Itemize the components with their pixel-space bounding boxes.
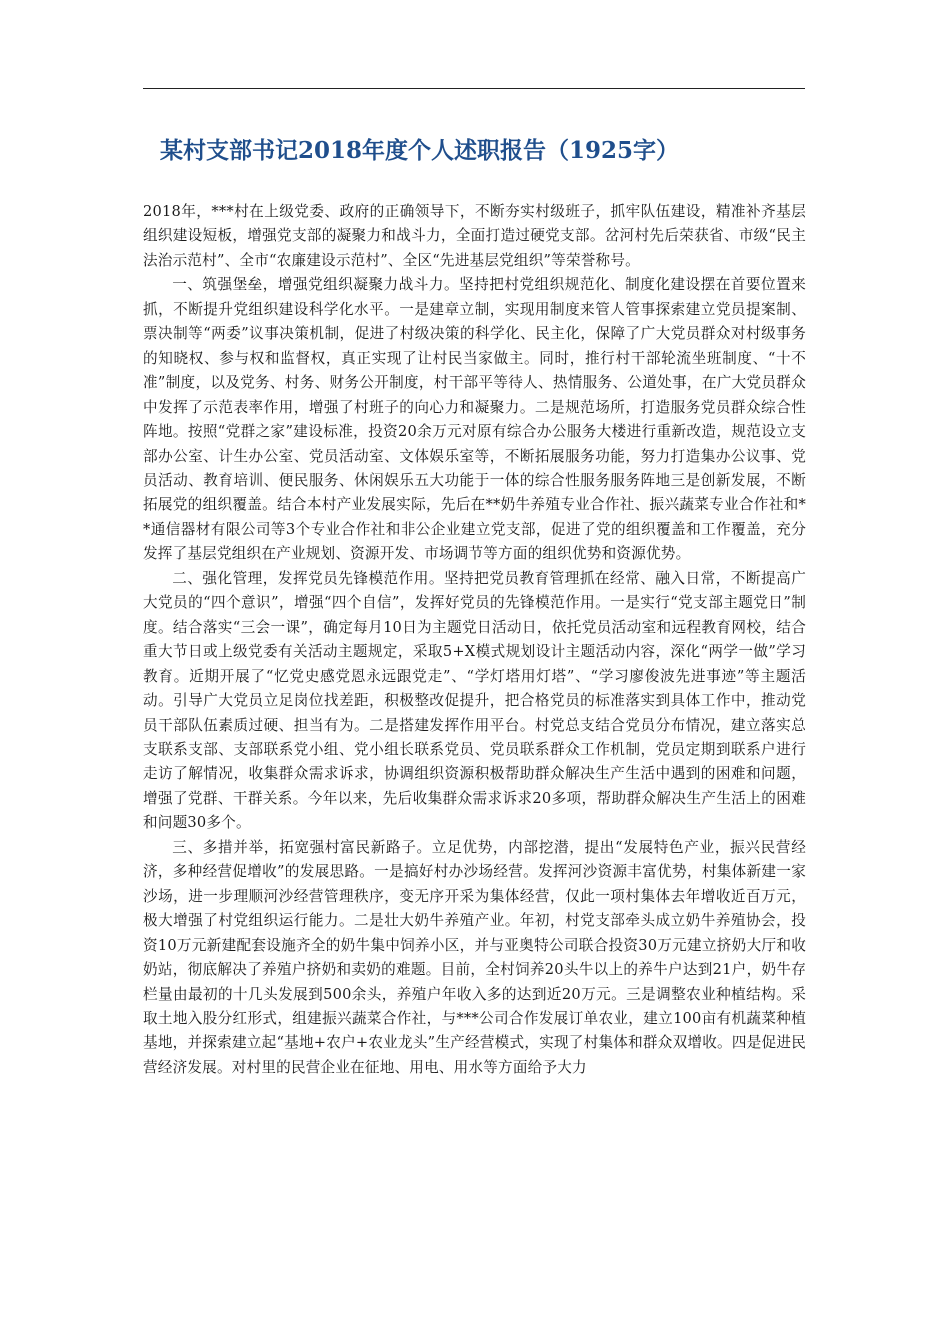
section-one-paragraph: 一、筑强堡垒，增强党组织凝聚力战斗力。坚持把村党组织规范化、制度化建设摆在首要位置来抓，不断提升党组织建设科学化水平。一是建章立制，实现用制度来管人管事探索建立党员提案制、票决制等“两委”议事决策机制，促进了村级决策的科学化、民主化，保障了广大党员群众对村级事务的知晓权、参与权和监督权，真正实现了让村民当家做主。同时，推行村干部轮流坐班制度、“十不准”制度，以及党务、村务、财务公开制度，村干部平等待人、热情服务、公道处事，在广大党员群众中发挥了示范表率作用，增强了村班子的向心力和凝聚力。二是规范场所，打造服务党员群众综合性阵地。按照“党群之家”建设标准，投资20余万元对原有综合办公服务大楼进行重新改造，规范设立支部办公室、计生办公室、党员活动室、文体娱乐室等，不断拓展服务功能，努力打造集办公议事、党员活动、教育培训、便民服务、休闲娱乐五大功能于一体的综合性服务服务阵地三是创新发展，不断拓展党的组织覆盖。结合本村产业发展实际，先后在**奶牛养殖专业合作社、振兴蔬菜专业合作社和**通信器材有限公司等3个专业合作社和非公企业建立党支部，促进了党的组织覆盖和工作覆盖，充分发挥了基层党组织在产业规划、资源开发、市场调节等方面的组织优势和资源优势。 — [143, 276, 806, 563]
header-divider — [143, 88, 805, 89]
section-three-paragraph: 三、多措并举，拓宽强村富民新路子。立足优势，内部挖潜，提出“发展特色产业，振兴民营经济，多种经营促增收”的发展思路。一是搞好村办沙场经营。发挥河沙资源丰富优势，村集体新建一家沙场，进一步理顺河沙经营管理秩序，变无序开采为集体经营，仅此一项村集体去年增收近百万元，极大增强了村党组织运行能力。二是壮大奶牛养殖产业。年初，村党支部牵头成立奶牛养殖协会，投资10万元新建配套设施齐全的奶牛集中饲养小区，并与亚奥特公司联合投资30万元建立挤奶大厅和收奶站，彻底解决了养殖户挤奶和卖奶的难题。目前，全村饲养20头牛以上的养牛户达到21户，奶牛存栏量由最初的十几头发展到500余头，养殖户年收入多的达到近20万元。三是调整农业种植结构。采取土地入股分红形式，组建振兴蔬菜合作社，与***公司合作发展订单农业，建立100亩有机蔬菜种植基地，并探索建立起“基地+农户+农业龙头”生产经营模式，实现了村集体和群众双增收。四是促进民营经济发展。对村里的民营企业在征地、用电、用水等方面给予大力 — [143, 838, 806, 1076]
intro-paragraph: 2018年，***村在上级党委、政府的正确领导下，不断夯实村级班子，抓牢队伍建设，精准补齐基层组织建设短板，增强党支部的凝聚力和战斗力，全面打造过硬党支部。岔河村先后荣获省、市级“民主法治示范村”、全市“农廉建设示范村”、全区“先进基层党组织”等荣誉称号。 — [143, 203, 806, 269]
section-two-paragraph: 二、强化管理，发挥党员先锋模范作用。坚持把党员教育管理抓在经常、融入日常，不断提高广大党员的“四个意识”，增强“四个自信”，发挥好党员的先锋模范作用。一是实行“党支部主题党日”制度。结合落实“三会一课”，确定每月10日为主题党日活动日，依托党员活动室和远程教育网校，结合重大节日或上级党委有关活动主题规定，采取5+X模式规划设计主题活动内容，深化“两学一做”学习教育。近期开展了“忆党史感党恩永远跟党走”、“学灯塔用灯塔”、“学习廖俊波先进事迹”等主题活动。引导广大党员立足岗位找差距，积极整改促提升，把合格党员的标准落实到具体工作中，推动党员干部队伍素质过硬、担当有为。二是搭建发挥作用平台。村党总支结合党员分布情况，建立落实总支联系支部、支部联系党小组、党小组长联系党员、党员联系群众工作机制，党员定期到联系户进行走访了解情况，收集群众需求诉求，协调组织资源积极帮助群众解决生产生活中遇到的困难和问题，增强了党群、干群关系。今年以来，先后收集群众需求诉求20多项，帮助群众解决生产生活上的困难和问题30多个。 — [143, 569, 806, 832]
document-title: 某村支部书记2018年度个人述职报告（1925字） — [160, 137, 680, 164]
document-body — [143, 200, 806, 1080]
